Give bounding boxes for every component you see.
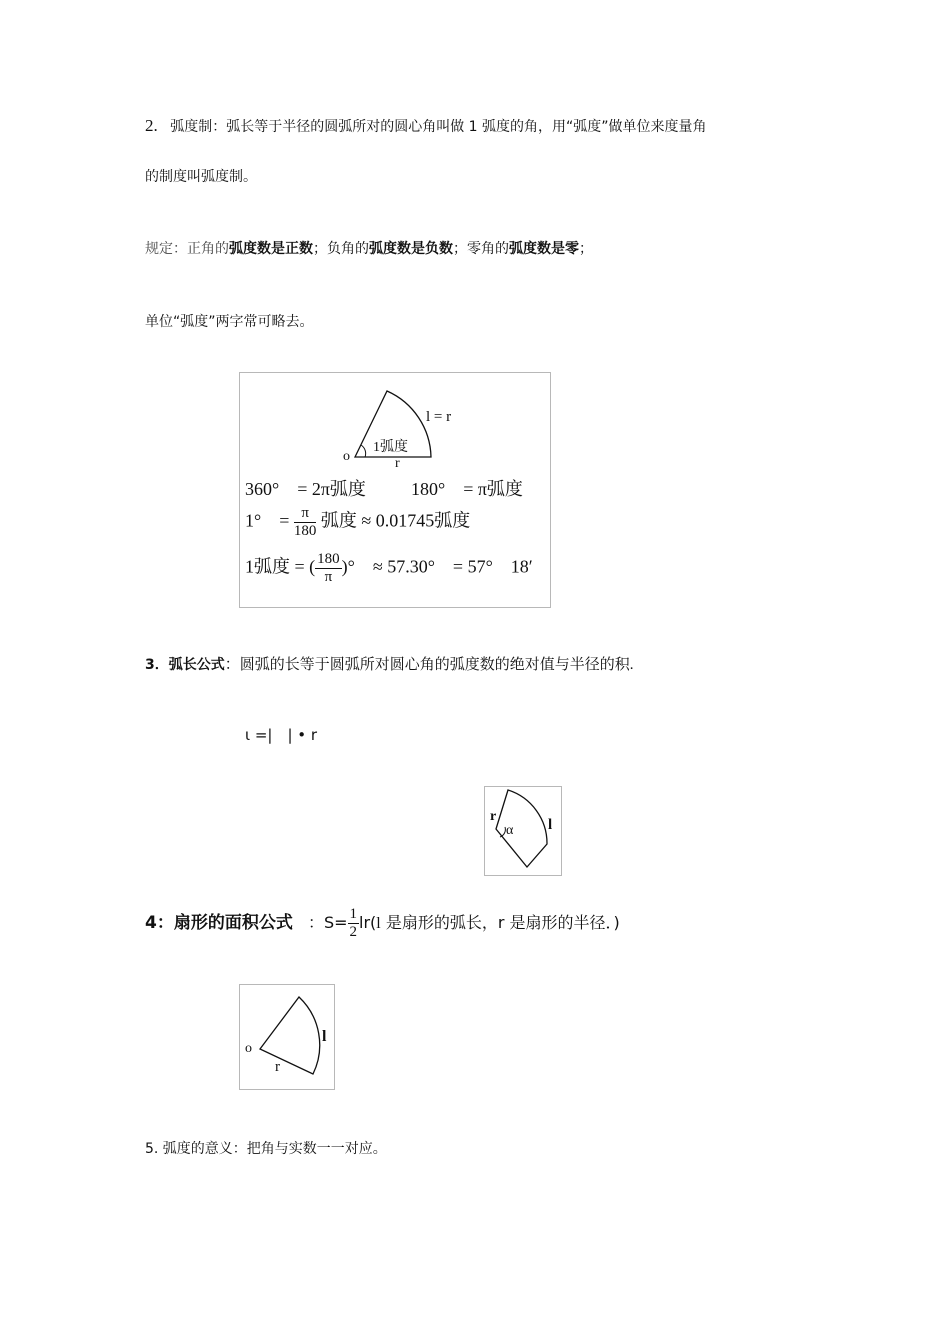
area-sector-drawing bbox=[240, 985, 334, 1089]
section-4-lead: ：S= bbox=[307, 913, 348, 932]
equation-180: 180° = π弧度 bbox=[411, 479, 523, 499]
rule-zero: 弧度数是零 bbox=[509, 241, 579, 257]
section-4-line bbox=[145, 906, 620, 941]
arc-fig-l-label: l bbox=[548, 817, 553, 833]
arc-fig-r-label: r bbox=[490, 809, 497, 824]
rule-negative: 弧度数是负数 bbox=[369, 241, 453, 257]
eq3-denominator: π bbox=[324, 569, 333, 585]
half-fraction bbox=[348, 906, 360, 941]
origin-label: o bbox=[343, 449, 350, 464]
eq2-lead: 1° = bbox=[245, 510, 290, 531]
area-fig-r-label: r bbox=[275, 1059, 280, 1075]
radian-figure bbox=[239, 372, 551, 608]
angle-label: 1弧度 bbox=[373, 440, 408, 455]
rule-prefix: 规定：正角的 bbox=[145, 241, 229, 257]
eq2-numerator: π bbox=[294, 505, 317, 523]
section-3-line bbox=[145, 656, 634, 674]
section-2-line1 bbox=[145, 117, 707, 136]
eq3-lead: 1弧度 = ( bbox=[245, 556, 316, 577]
rule-line bbox=[145, 240, 593, 258]
area-fig-l-label: l bbox=[322, 1028, 327, 1045]
area-fig-o-label: o bbox=[245, 1041, 252, 1056]
rule-mid-2: ；零角的 bbox=[453, 241, 509, 257]
section-4-rest: 是扇形的弧长，r 是扇形的半径．) bbox=[380, 913, 620, 932]
section-4-l-symbol: l bbox=[376, 915, 381, 932]
section-2-line2: 的制度叫弧度制。 bbox=[145, 169, 257, 185]
section-3-text: ：圆弧的长等于圆弧所对圆心角的弧度数的绝对值与半径的积. bbox=[224, 657, 634, 673]
eq3-tail: )° ≈ 57.30° = 57° 18′ bbox=[341, 556, 533, 577]
eq2-tail: 弧度 ≈ 0.01745弧度 bbox=[320, 510, 471, 531]
eq2-fraction bbox=[294, 505, 317, 540]
sector-area-figure bbox=[239, 984, 335, 1090]
arc-label: l = r bbox=[426, 409, 452, 425]
rule-mid-1: ；负角的 bbox=[313, 241, 369, 257]
section-2-title: 弧度制 bbox=[170, 119, 213, 135]
eq3-numerator: 180 bbox=[317, 551, 340, 567]
section-5-line: 5. 弧度的意义：把角与实数一一对应。 bbox=[145, 1141, 387, 1157]
section-4-title: 4：扇形的面积公式 bbox=[145, 913, 293, 933]
section-2-number: 2. bbox=[145, 116, 158, 135]
equation-360: 360° = 2π弧度 bbox=[245, 479, 366, 499]
eq3-fraction bbox=[315, 551, 342, 586]
section-4-tail: lr( bbox=[359, 913, 377, 932]
rule-positive: 弧度数是正数 bbox=[229, 241, 313, 257]
arc-fig-alpha-label: α bbox=[506, 823, 514, 838]
section-2-separator: ： bbox=[212, 119, 227, 135]
section-2-text-1: 弧长等于半径的圆弧所对的圆心角叫做 1 弧度的角，用“弧度”做单位来度量角 bbox=[226, 119, 707, 135]
equation-1-radian bbox=[245, 551, 533, 586]
section-3-title: 3．弧长公式 bbox=[145, 657, 225, 673]
arc-length-formula: ι =| | • r bbox=[245, 726, 318, 744]
equation-1-degree bbox=[245, 505, 470, 540]
radius-label: r bbox=[395, 456, 400, 471]
unit-note: 单位“弧度”两字常可略去。 bbox=[145, 314, 314, 330]
eq2-denominator: 180 bbox=[293, 523, 317, 539]
half-numerator: 1 bbox=[349, 906, 358, 922]
rule-end: ； bbox=[579, 241, 593, 257]
half-denominator: 2 bbox=[349, 924, 358, 940]
arc-figure bbox=[484, 786, 562, 876]
